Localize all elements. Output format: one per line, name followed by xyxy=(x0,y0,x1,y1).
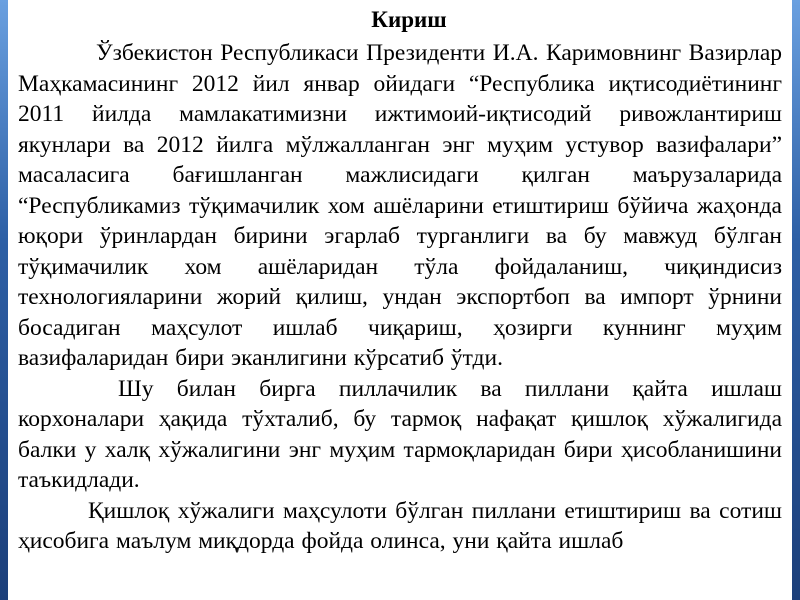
slide-background-right xyxy=(792,0,800,600)
paragraph-3: Қишлоқ хўжалиги маҳсулоти бўлган пиллани етиштириш ва сотиш ҳисобига маълум миқдорда фойда олинса, уни қайта ишлаб xyxy=(18,497,782,554)
paragraph-2: Шу билан бирга пиллачилик ва пиллани қайта ишлаш корхоналари ҳақида тўхталиб, бу тармоқ нафақат қишлоқ хўжалигида балки у халқ хўжалигини энг муҳим тармоқларидан бири ҳисобланишини таъкидлади. xyxy=(18,375,782,493)
paragraph-1: Ўзбекистон Республикаси Президенти И.А. Каримовнинг Вазирлар Маҳкамасининг 2012 йил январ ойидаги “Республика иқтисодиётининг 2011 йилда мамлакатимизни ижтимоий-иқтисодий ривожлантириш якунлари ва 2012 йилга мўлжалланган энг муҳим устувор вазифалари” масаласига бағишланган мажлисидаги қилган маърузаларида “Республикамиз тўқимачилик хом ашёларини етиштириш бўйича жаҳонда юқори ўринлардан бирини эгарлаб турганлиги ва бу мавжуд бўлган тўқимачилик хом ашёларидан тўла фойдаланиш, чиқиндисиз технологияларини жорий қилиш, ундан экспортбоп ва импорт ўрнини босадиган маҳсулот ишлаб чиқариш, ҳозирги куннинг муҳим вазифаларидан бири эканлигини кўрсатиб ўтди. xyxy=(18,40,782,371)
slide-background-left xyxy=(0,0,8,600)
document-title: Кириш xyxy=(371,7,447,32)
document-page xyxy=(8,0,792,600)
